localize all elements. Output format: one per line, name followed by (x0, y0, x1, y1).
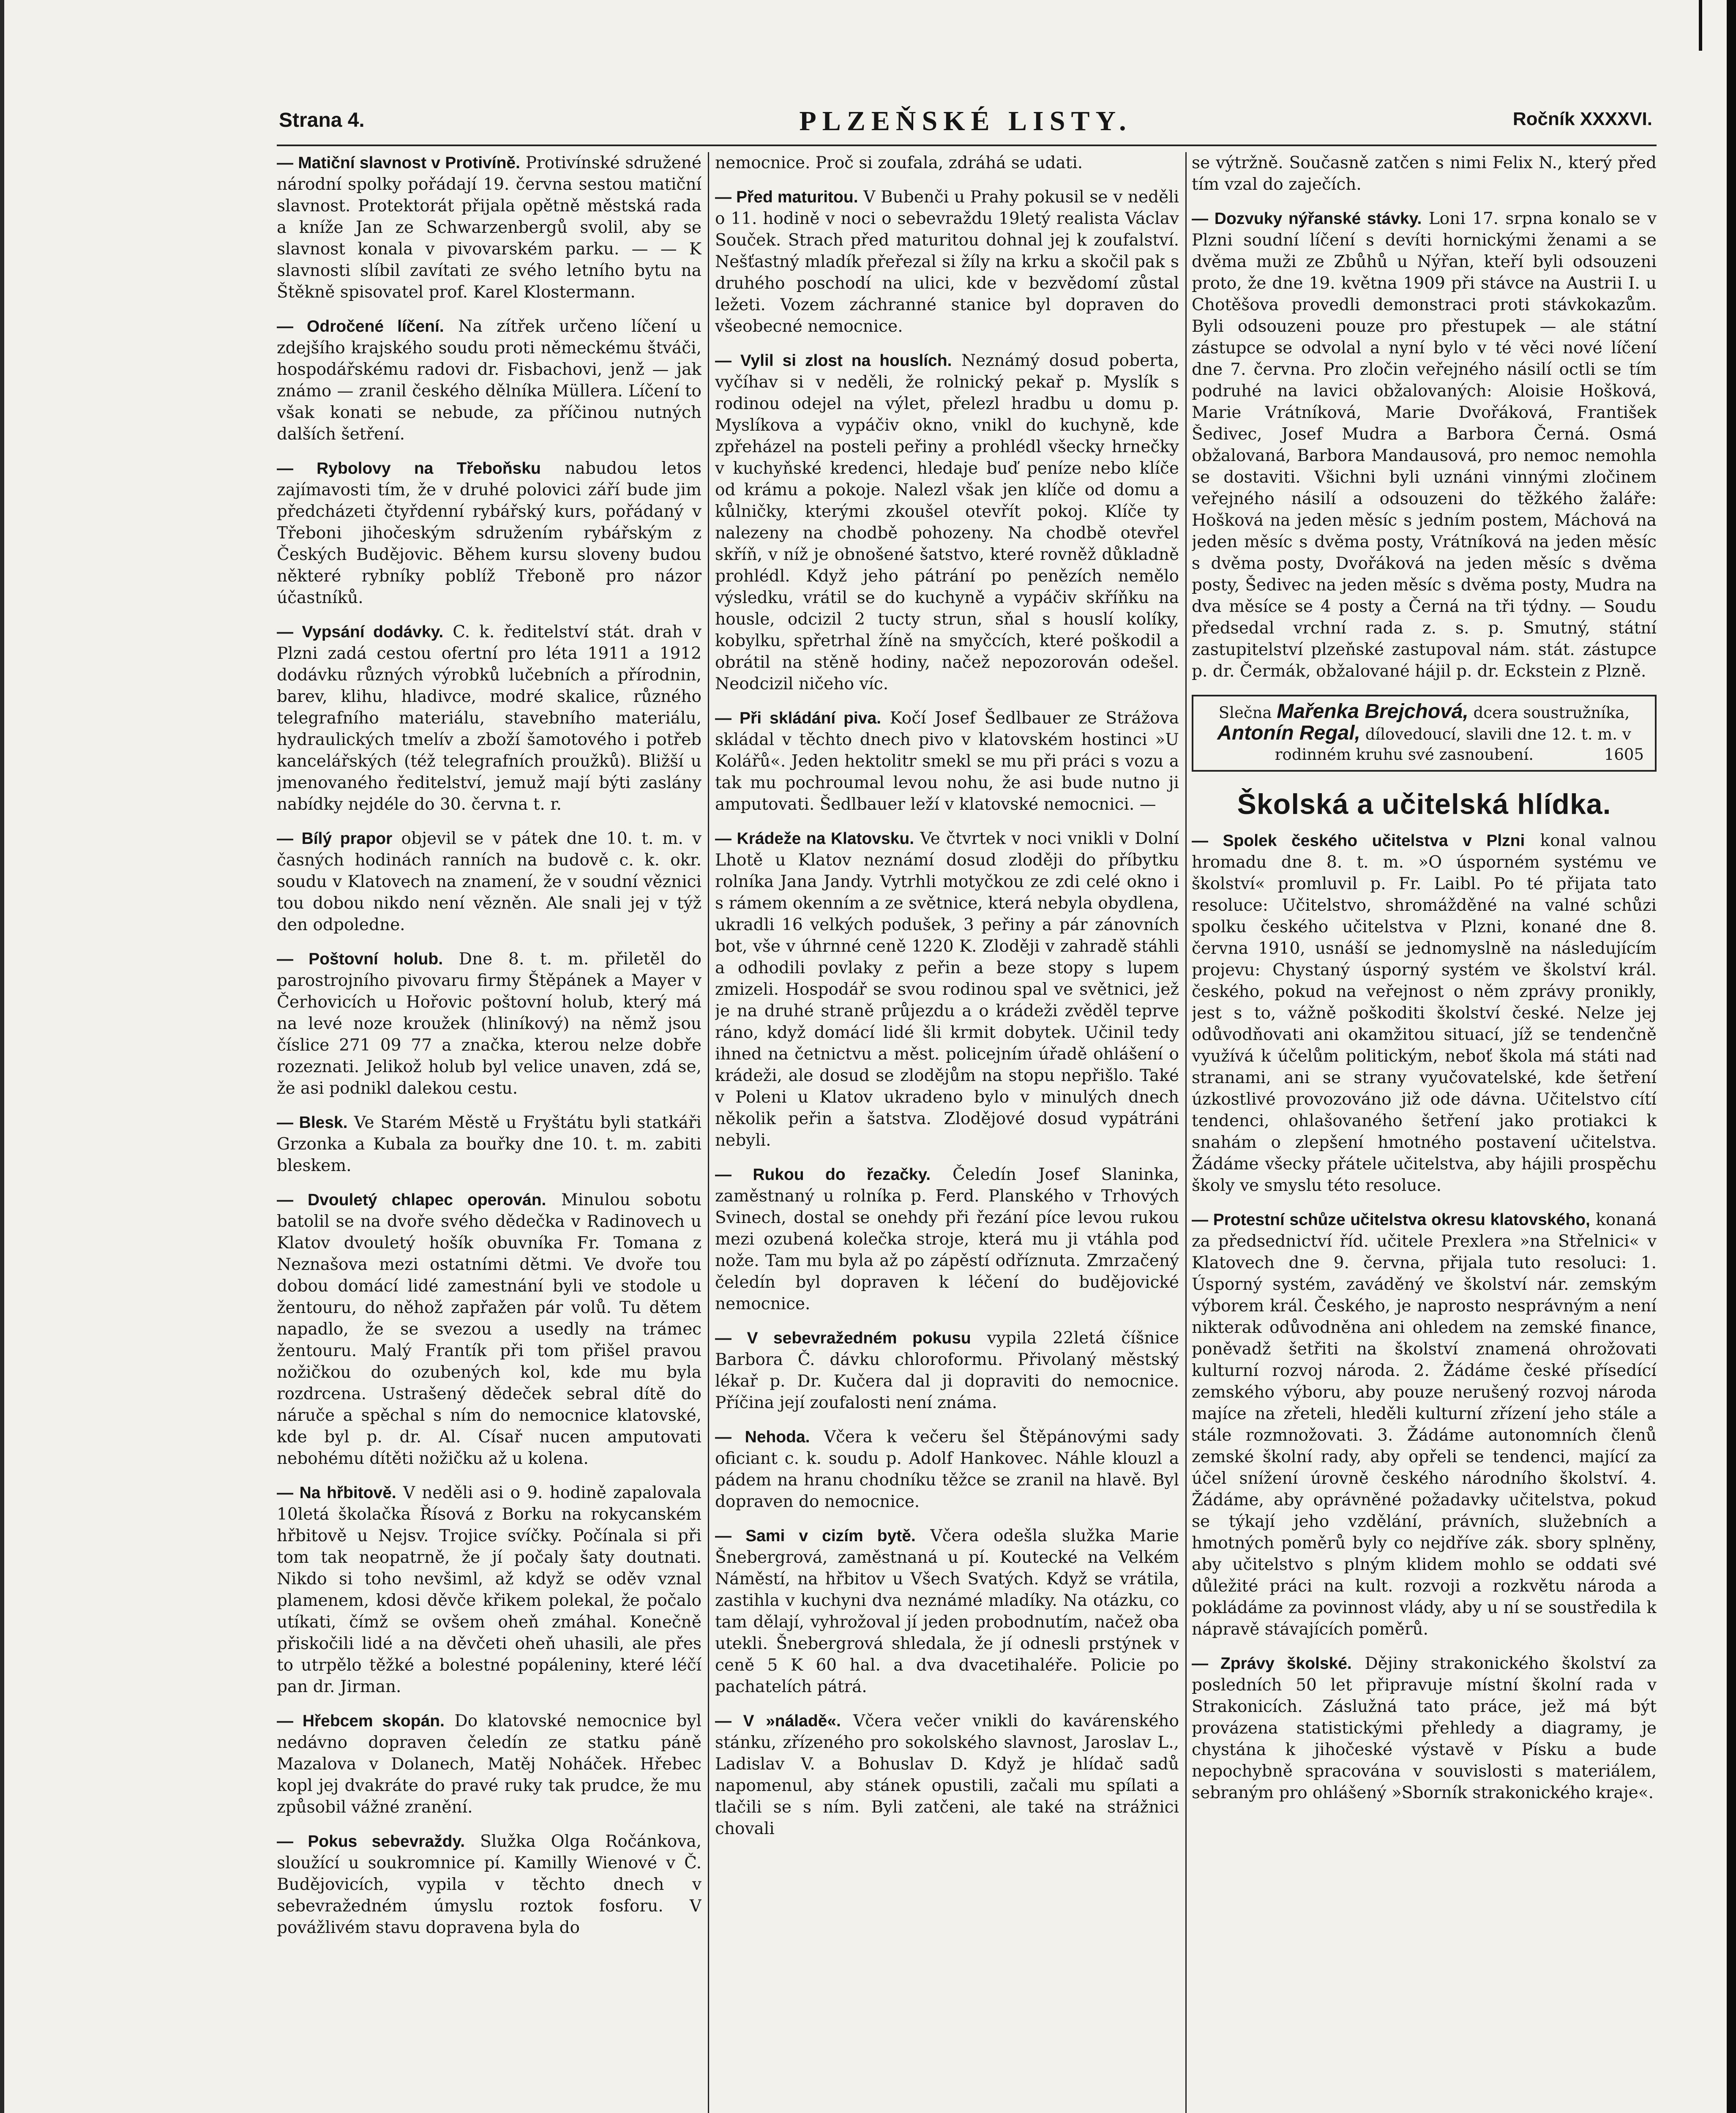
article (277, 1482, 701, 1698)
notice-bride-relation: dcera soustružníka, (1473, 704, 1630, 722)
article-body: Minulou sobotu batolil se na dvoře svého dědečka v Radinovech u Klatov dvouletý hošík obuvníka Fr. Tomana z Neznašova mezi ostatními dětmi. Ve dvoře tou dobou domácí lidé zamestnání byli ve stodole u žentouru, do něhož zapřažen pár volů. Tu dětem napadlo, že se svezou a usedly na trámec žentouru. Malý Frantík při tom přišel pravou nožičkou do ozubených kol, kde mu byla rozdrcena. Ustrašený dědeček sebral dítě do náruče a spěchal s ním do nemocnice klatovské, kde byl p. dr. Al. Císař nucen amputovati nebohému dítěti nožičku až u kolena. (277, 1190, 701, 1468)
article-body: Neznámý dosud poberta, vyčíhav si v neděli, že rolnický pekař p. Myslík s rodinou odejel na výlet, přelezl hradbu u domu p. Myslíkova a vypáčiv okno, vnikl do kuchyně, kde zpřeházel na posteli peřiny a prohlédl všecky hrnečky v kuchyňské kredenci, hledaje buď peníze nebo klíče od krámu a pokoje. Nalezl však jen klíče od domu a kůlničky, kterými zkoušel otevřít pokoj. Klíče ty nalezeny na chodbě pohozeny. Na chodbě otevřel skříň, v níž je obnošené šatstvo, které rovněž důkladně prohlédl. Když jeho pátrání po penězích nemělo výsledku, vrátil se do kuchyně a vypáčiv skříňku na housle, odcizil 2 tucty strun, sňal s houslí kolíky, kobylku, spřetrhal žíně na smyčcích, které poškodil a obrátil na stěně hodiny, načež nepozorován odešel. Neodcizil ničeho víc. (715, 351, 1179, 693)
section-title: Školská a učitelská hlídka. (1237, 788, 1611, 820)
scan-corner-mark (1699, 0, 1702, 51)
page-header (279, 104, 1652, 142)
notice-text: slavili dne 12. t. m. v rodinném kruhu své zasnoubení. (1275, 725, 1631, 764)
article (1192, 1653, 1657, 1804)
article-headline: — Při skládání piva. (715, 709, 882, 727)
notice-groom-relation: dílovedoucí, (1365, 725, 1461, 743)
article-body: Loni 17. srpna konalo se v Plzni soudní líčení s devíti hornickými ženami a se dvěma muži ze Zbůhů u Nýřan, kteří byli odsouzeni proto, že dne 19. května 1909 při stávce na Austrii I. u Chotěšova provedli demonstraci proti stávkokazům. Byli odsouzeni pouze pro přestupek — ale státní zástupce se odvolal a nyní bylo v té věci nové líčení dne 7. června. Pro zločin veřejného násilí octli se tím podruhé na lavici obžalovaných: Aloisie Hošková, Marie Vrátníková, Marie Dvořáková, František Šedivec, Josef Mudra a Barbora Černá. Osmá obžalovaná, Barbora Mandausová, pro nemoc nemohla se dostaviti. Všichni byli uznáni vinnými zločinem veřejného násilí a odsouzeni do těžkého žaláře: Hošková na jeden měsíc s jedním postem, Máchová na jeden měsíc s dvěma posty, Vrátníková na jeden měsíc s dvěma posty, Dvořáková na jeden měsíc s dvěma posty, Šedivec na jeden měsíc s dvěma posty, Mudra na dva měsíce se 4 posty a Černá na tři týdny. — Soudu předsedal vrchní rada z. s. p. Smutný, státní zastupitelství plzeňské zastupoval nám. stát. zástupce p. dr. Čermák, obžalované hájil p. dr. Eckstein z Plzně. (1192, 209, 1657, 681)
article-body: Včera k večeru šel Štěpánovými sady oficiant c. k. soudu p. Adolf Hankovec. Náhle klouzl a pádem na hranu chodníku těžce se zranil na hlavě. Byl dopraven do nemocnice. (715, 1428, 1179, 1511)
article (277, 152, 701, 303)
article-body: Kočí Josef Šedlbauer ze Strážova skládal v těchto dnech pivo v klatovském hostinci »U Kolářů«. Jeden hektolitr smekl se mu při práci s vozu a tak mu pochroumal levou nohu, že asi bude nutno ji amputovati. Šedlbauer leží v klatovské nemocnici. — (715, 709, 1179, 814)
article (277, 316, 701, 445)
article-headline: — Vypsání dodávky. (277, 623, 444, 641)
article-headline: — Hřebcem skopán. (277, 1712, 445, 1730)
article-headline: — Protestní schůze učitelstva okresu klatovského, (1192, 1211, 1590, 1229)
column-3 (1192, 152, 1657, 2113)
newspaper-title: PLZEŇSKÉ LISTY. (799, 106, 1132, 136)
article-headline: — Na hřbitově. (277, 1484, 396, 1502)
notice-bride: Mařenka Brejchová, (1277, 700, 1469, 723)
article-headline: — Nehoda. (715, 1428, 810, 1446)
article (715, 1327, 1179, 1414)
article-body: Do klatovské nemocnice byl nedávno dopraven čeledín ze statku páně Mazalova v Dolanech, Matěj Noháček. Hřebec kopl jej dvakráte do pravé ruky tak prudce, že mu způsobil vážné zranění. (277, 1712, 701, 1817)
column-1 (277, 152, 701, 2113)
article-body: Čeledín Josef Slaninka, zaměstnaný u rolníka p. Ferd. Planského v Trhových Svinech, dostal se onehdy při řezání píce levou rukou mezi ozubená kolečka stroje, která mu ji vtáhla pod nože. Tam mu byla až po zápěstí odříznuta. Zmrzačený čeledín byl dopraven k léčení do budějovické nemocnice. (715, 1165, 1179, 1313)
column-divider-2 (1185, 152, 1187, 2113)
school-section-articles (1192, 830, 1657, 1804)
article (1192, 208, 1657, 682)
article (277, 621, 701, 815)
column-2 (715, 152, 1179, 2113)
article (715, 152, 1179, 174)
article (277, 1189, 701, 1469)
article-headline: — Sami v cizím bytě. (715, 1527, 916, 1545)
article-body: Ve čtvrtek v noci vnikli v Dolní Lhotě u Klatov neznámí dosud zloději do příbytku rolníka Jana Jandy. Vytrhli motyčkou ze zdi celé okno i s rámem okenním a ze světnice, která nebyla obydlena, ukradli 16 velkých podušek, 3 peřiny a pár zánovních bot, vše v úhrnné ceně 1220 K. Zloději v zahradě stáhli a odhodili povlaky z peřin a beze stopy s lupem zmizeli. Hospodář se svou rodinou spal ve světnici, jež je na druhé straně průjezdu a o krádeži zvěděl teprve ráno, když domácí lidé šli krmit dobytek. Učinil tedy ihned na četnictvu a měst. policejním úřadě ohlášení o krádeži, ale dosud se zlodějům na stopu nepřišlo. Také v Poleni u Klatov ukradeno bylo v minulých dnech několik peřin a šatstva. Zlodějové dosud vypátráni nebyli. (715, 829, 1179, 1150)
article-body: nemocnice. Proč si zoufala, zdráhá se udati. (715, 153, 1083, 172)
article-body: V neděli asi o 9. hodině zapalovala 10letá školačka Řísová z Borku na rokycanském hřbitově u Nejsv. Trojice svíčky. Počínala si při tom tak neopatrně, že jí počaly šaty doutnati. Nikdo si toho nevšiml, až když se oděv vznal plamenem, kdosi děvče křikem polekal, že počalo utíkati, čímž se ovšem oheň zmáhal. Konečně přiskočili lidé a na děvčeti oheň uhasili, ale přes to utrpělo těžké a bolestné popáleniny, které léčí pan dr. Jirman. (277, 1483, 701, 1696)
notice-groom: Antonín Regal, (1217, 722, 1360, 744)
article (715, 186, 1179, 337)
article (277, 1112, 701, 1177)
article-body: Ve Starém Městě u Fryštátu byli statkáři Grzonka a Kubala za bouřky dne 10. t. m. zabiti bleskem. (277, 1113, 701, 1175)
article (277, 828, 701, 936)
article (1192, 152, 1657, 195)
page-left-edge (0, 0, 4, 2113)
scan-right-border (1727, 0, 1736, 2113)
page-number: Strana 4. (279, 109, 365, 131)
article-body: Dějiny strakonického školství za posledních 50 let připravuje místní školní rada v Strakonicích. Záslužná tato práce, jež má být provázena statistickými přehledy a diagramy, je chystána k jihočeské výstavě v Písku a bude nepochybně spracována v souvislosti s materiálem, sebraným pro ohlášený »Sborník strakonického kraje«. (1192, 1654, 1657, 1802)
article-body: Včera odešla služka Marie Šnebergrová, zaměstnaná u pí. Koutecké na Velkém Náměstí, na hřbitov u Všech Svatých. Když se vrátila, zastihla v kuchyni dva neznámé mladíky. Na otázku, co tam dělají, vyhrožoval jí jeden probodnutím, načež oba utekli. Šnebergrová shledala, že jí odnesli prstýnek v ceně 5 K 60 hal. a dva dvacetihaléře. Policie po pachatelích pátrá. (715, 1526, 1179, 1696)
article-body: konaná za předsednictví říd. učitele Prexlera »na Střelnici« v Klatovech dne 9. června, přijala tuto resoluci: 1. Úsporný systém, zaváděný ve školství nár. zemským výborem král. Českého, je naprosto nesprávným a není nikterak odůvodněna ani ohledem na zemské finance, poněvadž šetřiti na školství znamená ohrožovati kulturní rozvoj národa. 2. Žádáme české přísedící zemského výboru, aby pouze nerušený rozvoj národa majíce na zřeteli, hleděli kulturní zřízení jeho stále a stále rozmnožovati. 3. Žádáme autonomních členů zemské školní rady, aby opřeli se tendenci, mající za účel snížení úrovně českého národního školství. 4. Žádáme, aby oprávněné požadavky učitelstva, pokud se týkají jeho vzdělání, právních, služebních a hmotných poměrů byly co nejdříve zák. sbory splněny, aby učitelstvo s plným klidem mohlo se oddati své důležité práci na kult. rozvoji a rozkvětu národa a pokládáme za povinnost vlády, aby u ní se soustředila k nápravě stávajících poměrů. (1192, 1210, 1657, 1639)
article (1192, 1209, 1657, 1640)
header-rule (277, 145, 1657, 146)
article-headline: — V »náladě«. (715, 1712, 841, 1730)
article (715, 1426, 1179, 1512)
article-body: Na zítřek určeno líčení u zdejšího krajského soudu proti německému štváči, hospodářskému radovi dr. Fisbachovi, jenž — jak známo — zranil českého dělníka Müllera. Líčení to však konati se nebude, za příčinou nutných dalších šetření. (277, 317, 701, 444)
article-headline: — Matiční slavnost v Protivíně. (277, 154, 520, 172)
column-3-articles (1192, 152, 1657, 682)
article-headline: — Dvouletý chlapec operován. (277, 1191, 546, 1209)
article (715, 1710, 1179, 1840)
column-divider-1 (708, 152, 709, 2113)
article (1192, 830, 1657, 1196)
article-body: konal valnou hromadu dne 8. t. m. »O úsporném systému ve školství« promluvil p. Fr. Laibl. Po té přijata tato resoluce: Učitelstvo, shromážděné na valné schůzi spolku českého učitelstva v Plzni, konané dne 8. června 1910, usnáší se jednomyslně na následujícím projevu: Chystaný úsporný systém ve školství král. českého, pokud na veřejnost o něm zprávy pronikly, jest s to, vážně poškoditi školství české. Nelze jej odůvodňovati ani okamžitou situací, jíž se tendenčně využívá k účelům politickým, neboť škola má státi nad stranami, ani se strany vyučovatelské, kde šetření úzkostlivé provozováno již ode dávna. Učitelstvo cítí tendenci, ohlašovaného šetření jako protiakci k snahám o zlepšení hmotného postavení učitelstva. Žádáme všecky přátele učitelstva, aby hájili prospěchu školy ve smyslu této resoluce. (1192, 831, 1657, 1195)
article-headline: — Odročené líčení. (277, 317, 444, 336)
article-body: objevil se v pátek dne 10. t. m. v časných hodinách ranních na budově c. k. okr. soudu v Klatovech na znamení, že v soudní věznici tou dobou nikdo není vězněn. Ale snali jej v týž den odpoledne. (277, 829, 701, 934)
article (277, 458, 701, 609)
notice-number: 1605 (1604, 745, 1644, 764)
article-headline: — Rukou do řezačky. (715, 1166, 931, 1184)
article (277, 1710, 701, 1818)
article-body: se výtržně. Současně zatčen s nimi Felix N., který před tím vzal do zaječích. (1192, 153, 1657, 194)
article-headline: — Rybolovy na Třeboňsku (277, 459, 541, 478)
article-body: C. k. ředitelství stát. drah v Plzni zadá cestou ofertní pro léta 1911 a 1912 dodávku různých výrobků lučebních a přírodnin, barev, klihu, hladivce, modré skalice, různého telegrafního materiálu, stavebního materiálu, hydraulických tmelív a zboží šamotového i potřeb kancelářských (též telegrafních proužků). Bližší u jmenovaného ředitelství, jemuž mají býti zaslány nabídky nejdéle do 30. června t. r. (277, 622, 701, 814)
article-headline: — V sebevražedném pokusu (715, 1329, 971, 1347)
article (715, 1164, 1179, 1315)
article-body: Protivínské sdružené národní spolky pořádají 19. června sestou matiční slavnost. Protektorát přijala opětně městská rada a kníže Jan ze Schwarzenbergů svolil, aby se slavnost konala v pivovarském parku. — — K slavnosti slíbil zavítati ze svého letního bytu na Štěkně spisovatel prof. Karel Klostermann. (277, 153, 701, 302)
article-body: Včera večer vnikli do kavárenského stánku, zřízeného pro sokolského slavnost, Jaroslav L., Ladislav V. a Bohuslav D. Když je hlídač sadů napomenul, aby stánek opustili, začali mu spílati a tlačili se s ním. Byli zatčeni, ale také na strážnici chovali (715, 1712, 1179, 1838)
article-body: Dne 8. t. m. přiletěl do parostrojního pivovaru firmy Štěpánek a Mayer v Čerhovicích u Hořovic poštovní holub, který má na levé noze kroužek (hliníkový) na němž jsou číslice 271 09 77 a značka, kterou nelze dobře rozeznati. Jelikož holub byl velice unaven, zdá se, že asi podnikl dalekou cestu. (277, 950, 701, 1098)
notice-intro: Slečna (1218, 704, 1272, 722)
article-headline: — Bílý prapor (277, 830, 393, 848)
article-headline: — Blesk. (277, 1114, 348, 1132)
article-headline: — Před maturitou. (715, 188, 858, 206)
engagement-notice (1192, 695, 1657, 772)
article (277, 1831, 701, 1938)
article-headline: — Vylil si zlost na houslích. (715, 352, 952, 370)
article-headline: — Krádeže na Klatovsku. (715, 830, 914, 848)
volume-label: Ročník XXXXVI. (1512, 109, 1652, 129)
article-headline: — Spolek českého učitelstva v Plzni (1192, 832, 1525, 850)
article (277, 948, 701, 1099)
article-body: vypila 22letá číšnice Barbora Č. dávku chloroformu. Přivolaný městský lékař p. Dr. Kučera dal ji dopraviti do nemocnice. Příčina její zoufalosti není známa. (715, 1329, 1179, 1412)
article (715, 350, 1179, 695)
article (715, 707, 1179, 815)
article-headline: — Poštovní holub. (277, 950, 443, 968)
article-body: V Bubenči u Prahy pokusil se v neděli o 11. hodině v noci o sebevraždu 19letý realista Václav Souček. Strach před maturitou dohnal jej k zoufalství. Nešťastný mladík přeřezal si žíly na krku a skočil pak s druhého poschodí na ulici, kde v bezvědomí zůstal ležeti. Vozem záchranné stanice byl dopraven do všeobecné nemocnice. (715, 188, 1179, 336)
article-body: nabudou letos zajímavosti tím, že v druhé polovici září bude jim předcházeti čtyřdenní rybářský kurs, pořádaný v Třeboni jihočeským sdružením rybářským z Českých Budějovic. Během kursu sloveny budou některé rybníky poblíž Třeboně pro názor účastníků. (277, 459, 701, 607)
article-headline: — Pokus sebevraždy. (277, 1832, 465, 1851)
article-body: Služka Olga Ročánkova, sloužící u soukromnice pí. Kamilly Wienové v Č. Budějovicích, vypila v těchto dnech v sebevražedném úmyslu roztok fosforu. V povážlivém stavu dopravena byla do (277, 1832, 701, 1937)
article-headline: — Zprávy školské. (1192, 1654, 1352, 1673)
article (715, 1525, 1179, 1698)
article (715, 828, 1179, 1151)
article-headline: — Dozvuky nýřanské stávky. (1192, 210, 1422, 228)
